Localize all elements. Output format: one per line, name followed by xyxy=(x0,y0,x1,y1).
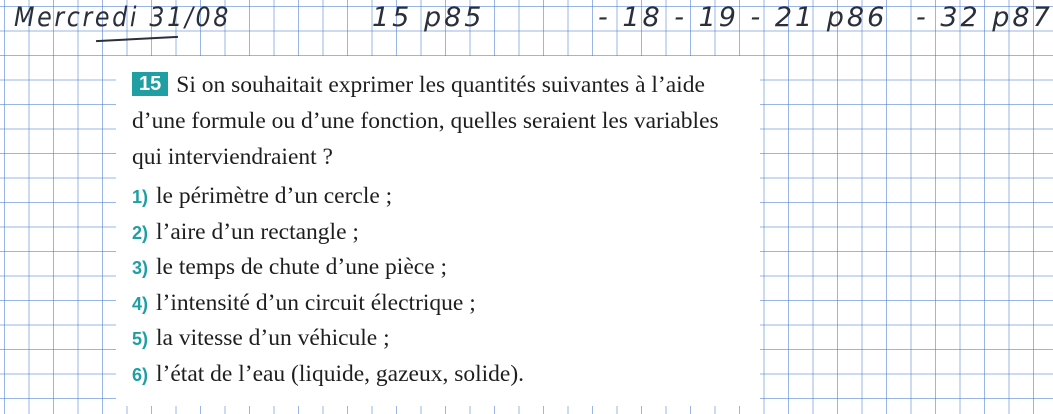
item-text: l’aire d’un rectangle ; xyxy=(156,218,359,245)
item-text: le périmètre d’un cercle ; xyxy=(156,183,393,209)
exercise-number-badge: 15 xyxy=(132,72,168,96)
item-number: 2) xyxy=(132,222,149,243)
question-text: Si on souhaitait exprimer les quantités suivantes à l’aide d’une formule ou d’une fonction, quelles seraient les variables qui interviendraient ? xyxy=(132,72,719,170)
exercise-item-list xyxy=(132,179,744,392)
item-number: 3) xyxy=(132,258,149,278)
item-number: 4) xyxy=(132,293,149,314)
handwritten-date: Mercredi 31/08 xyxy=(14,2,232,33)
item-text: l’état de l’eau (liquide, gazeux, solide). xyxy=(156,360,525,387)
exercise-card xyxy=(116,56,760,406)
item-text: la vitesse d’un véhicule ; xyxy=(156,325,390,351)
item-text: le temps de chute d’une pièce ; xyxy=(156,254,448,280)
list-item xyxy=(132,215,744,251)
handwritten-notes xyxy=(0,2,1053,42)
item-number: 5) xyxy=(132,329,149,349)
list-item xyxy=(132,357,744,393)
item-number: 6) xyxy=(132,364,149,385)
handwritten-exercise-3: - 32 p87 xyxy=(916,2,1053,33)
list-item xyxy=(132,286,744,322)
item-text: l’intensité d’un circuit électrique ; xyxy=(156,289,476,316)
handwritten-exercise-1: 15 p85 xyxy=(372,2,485,33)
exercise-question xyxy=(132,67,744,175)
item-number: 1) xyxy=(132,187,149,207)
date-underline xyxy=(96,36,178,42)
handwritten-exercise-2: - 18 - 19 - 21 p86 xyxy=(598,2,888,33)
list-item xyxy=(132,250,744,286)
list-item xyxy=(132,179,744,215)
list-item xyxy=(132,321,744,357)
